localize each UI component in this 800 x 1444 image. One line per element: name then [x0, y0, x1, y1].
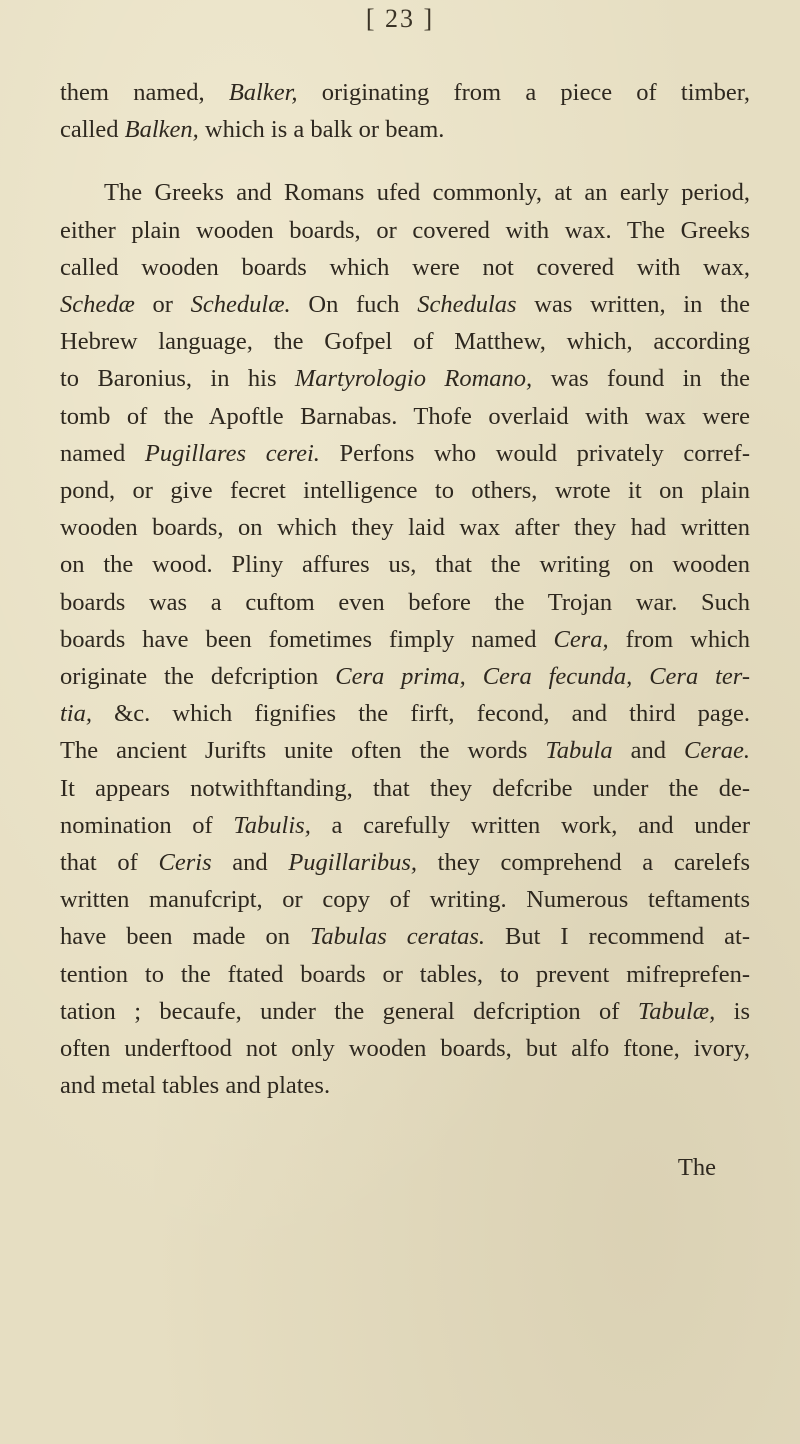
- text-line: wooden boards, on which they laid wax after they had written: [60, 514, 750, 542]
- text-line: tomb of the Apoftle Barnabas. Thofe overlaid with wax were: [60, 402, 750, 430]
- text-line: them named, Balker, originating from a piece of timber,: [60, 79, 750, 106]
- text-line: to Baronius, in his Martyrologio Romano, was found in the: [60, 365, 750, 393]
- text-line: called Balken, which is a balk or beam.: [60, 116, 445, 144]
- text-line: The ancient Jurifts unite often the words Tabula and Cerae.: [60, 737, 750, 765]
- text-line: written manufcript, or copy of writing. Numerous teftaments: [60, 886, 750, 914]
- text-line: Hebrew language, the Gofpel of Matthew, which, according: [60, 328, 750, 356]
- text-line: The Greeks and Romans ufed commonly, at an early period,: [104, 179, 750, 207]
- text-line: It appears notwithftanding, that they defcribe under the de-: [60, 774, 750, 802]
- body-text: [60, 74, 750, 1104]
- text-line: on the wood. Pliny affures us, that the writing on wooden: [60, 551, 750, 579]
- page-number: [ 23 ]: [365, 4, 435, 33]
- text-line: and metal tables and plates.: [60, 1072, 331, 1100]
- text-line: tation ; becaufe, under the general defcription of Tabulæ, is: [60, 997, 750, 1025]
- text-line: have been made on Tabulas ceratas. But I recommend at-: [60, 923, 751, 951]
- text-line: tention to the ftated boards or tables, to prevent mifreprefen-: [60, 960, 750, 988]
- text-line: either plain wooden boards, or covered with wax. The Greeks: [60, 216, 750, 244]
- text-line: Schedæ or Schedulæ. On fuch Schedulas was written, in the: [60, 291, 750, 319]
- text-line: nomination of Tabulis, a carefully written work, and under: [60, 811, 750, 839]
- text-line: that of Ceris and Pugillaribus, they comprehend a carelefs: [60, 849, 750, 877]
- text-line: boards have been fometimes fimply named Cera, from which: [60, 625, 750, 653]
- catchword: The: [677, 1154, 716, 1181]
- text-line: boards was a cuftom even before the Trojan war. Such: [60, 588, 750, 616]
- text-line: often underftood not only wooden boards, but alfo ftone, ivory,: [60, 1035, 750, 1063]
- text-line: originate the defcription Cera prima, Cera fecunda, Cera ter-: [60, 663, 750, 691]
- text-line: called wooden boards which were not covered with wax,: [60, 253, 750, 281]
- text-line: pond, or give fecret intelligence to others, wrote it on plain: [60, 477, 750, 505]
- text-line: named Pugillares cerei. Perfons who would privately corref-: [60, 439, 750, 467]
- text-line: tia, &c. which fignifies the firft, fecond, and third page.: [60, 700, 750, 728]
